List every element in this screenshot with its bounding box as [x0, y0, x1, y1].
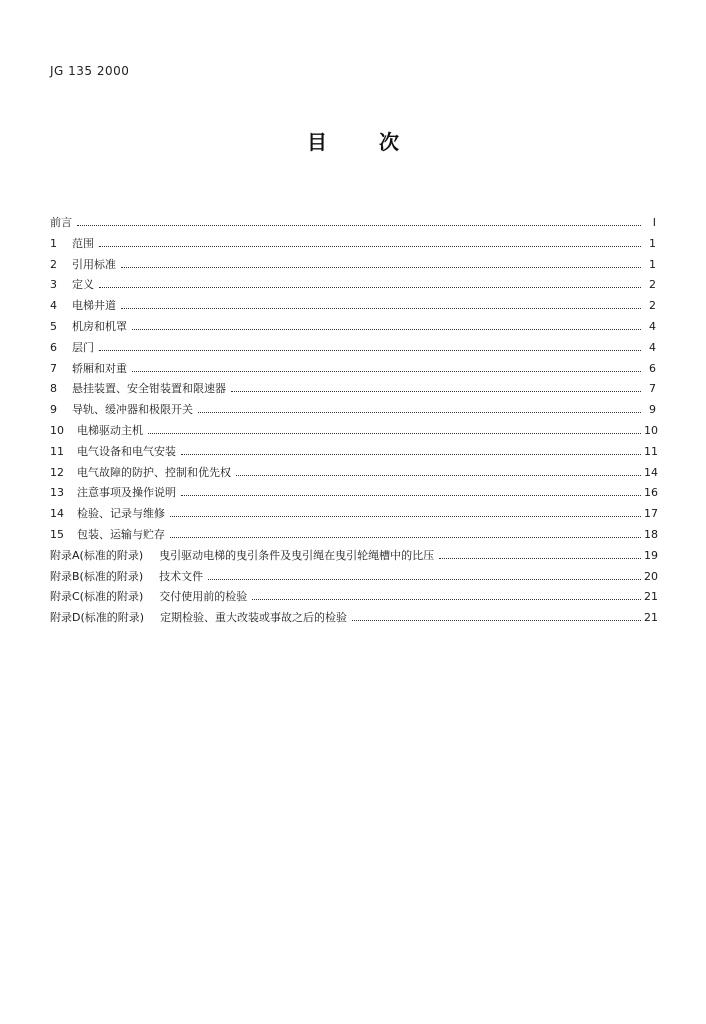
toc-page: 16 — [644, 486, 658, 500]
toc-label: 电梯井道 — [72, 299, 116, 313]
toc-label: 电气设备和电气安装 — [77, 444, 176, 458]
toc-number: 10 — [50, 423, 64, 437]
toc-page: 19 — [644, 548, 658, 562]
toc-page: 21 — [644, 611, 658, 625]
dot-leader — [132, 329, 641, 330]
dot-leader — [77, 225, 641, 226]
dot-leader — [198, 412, 641, 413]
toc-label: 轿厢和对重 — [72, 361, 127, 375]
appendix-entry[interactable] — [50, 608, 656, 629]
toc-entry[interactable] — [50, 483, 656, 504]
toc-page: 17 — [644, 507, 658, 521]
toc-page: 2 — [649, 299, 656, 313]
dot-leader — [121, 267, 641, 268]
toc-page: 1 — [649, 236, 656, 250]
toc-page: 20 — [644, 569, 658, 583]
dot-leader — [181, 454, 641, 455]
dot-leader — [352, 620, 641, 621]
toc-label: 注意事项及操作说明 — [77, 486, 176, 500]
dot-leader — [181, 495, 641, 496]
appendix-label: 附录C(标准的附录) — [50, 590, 144, 604]
toc-entry[interactable] — [50, 359, 656, 380]
toc-number: 1 — [50, 236, 57, 250]
toc-page: 14 — [644, 465, 658, 479]
table-of-contents — [50, 213, 656, 629]
toc-number: 13 — [50, 486, 64, 500]
toc-entry[interactable] — [50, 442, 656, 463]
dot-leader — [170, 516, 641, 517]
page-title: 目次 — [307, 130, 451, 154]
toc-number: 9 — [50, 403, 57, 417]
toc-page: 2 — [649, 278, 656, 292]
toc-label: 引用标准 — [72, 257, 116, 271]
toc-label: 悬挂装置、安全钳装置和限速器 — [72, 382, 226, 396]
toc-number: 6 — [50, 340, 57, 354]
toc-page: 21 — [644, 590, 658, 604]
appendix-label: 附录B(标准的附录) — [50, 569, 144, 583]
toc-number: 11 — [50, 444, 64, 458]
appendix-entry[interactable] — [50, 567, 656, 588]
toc-label: 检验、记录与维修 — [77, 507, 165, 521]
appendix-entry[interactable] — [50, 587, 656, 608]
toc-label: 电气故障的防护、控制和优先权 — [77, 465, 231, 479]
appendix-title: 曳引驱动电梯的曳引条件及曳引绳在曳引轮绳槽中的比压 — [159, 548, 435, 562]
toc-number: 14 — [50, 507, 64, 521]
toc-entry[interactable] — [50, 525, 656, 546]
toc-number: 8 — [50, 382, 57, 396]
toc-entry[interactable] — [50, 296, 656, 317]
toc-page: 6 — [649, 361, 656, 375]
toc-page: 10 — [644, 423, 658, 437]
appendix-title: 定期检验、重大改装或事故之后的检验 — [160, 611, 348, 625]
appendix-title: 技术文件 — [159, 569, 204, 583]
toc-number: 7 — [50, 361, 57, 375]
toc-label: 包装、运输与贮存 — [77, 527, 165, 541]
toc-entry[interactable] — [50, 379, 656, 400]
toc-page: 7 — [649, 382, 656, 396]
dot-leader — [99, 287, 641, 288]
toc-entry-foreword[interactable] — [50, 213, 656, 234]
toc-entry[interactable] — [50, 504, 656, 525]
toc-page: 4 — [649, 319, 656, 333]
appendix-label: 附录D(标准的附录) — [50, 611, 145, 625]
toc-number: 4 — [50, 299, 57, 313]
toc-page: 4 — [649, 340, 656, 354]
appendix-entry[interactable] — [50, 546, 656, 567]
toc-number: 2 — [50, 257, 57, 271]
dot-leader — [121, 308, 641, 309]
dot-leader — [170, 537, 641, 538]
dot-leader — [99, 246, 641, 247]
toc-entry[interactable] — [50, 255, 656, 276]
toc-label: 定义 — [72, 278, 94, 292]
dot-leader — [231, 391, 641, 392]
standard-code: JG 135 2000 — [50, 64, 130, 78]
toc-entry[interactable] — [50, 338, 656, 359]
dot-leader — [236, 475, 641, 476]
toc-number: 5 — [50, 319, 57, 333]
appendix-title: 交付使用前的检验 — [159, 590, 248, 604]
dot-leader — [132, 371, 641, 372]
toc-label: 机房和机罩 — [72, 319, 127, 333]
dot-leader — [99, 350, 641, 351]
appendix-label: 附录A(标准的附录) — [50, 548, 144, 562]
toc-page: 9 — [649, 403, 656, 417]
toc-entry[interactable] — [50, 463, 656, 484]
toc-page: 18 — [644, 527, 658, 541]
toc-page: 1 — [649, 257, 656, 271]
toc-label: 电梯驱动主机 — [77, 423, 143, 437]
dot-leader — [439, 558, 641, 559]
toc-number: 15 — [50, 527, 64, 541]
toc-number: 3 — [50, 278, 57, 292]
toc-entry[interactable] — [50, 317, 656, 338]
toc-entry[interactable] — [50, 400, 656, 421]
toc-page: I — [652, 216, 656, 229]
dot-leader — [252, 599, 641, 600]
toc-number: 12 — [50, 465, 64, 479]
toc-page: 11 — [644, 444, 658, 458]
toc-label: 前言 — [50, 216, 72, 229]
toc-entry[interactable] — [50, 421, 656, 442]
dot-leader — [148, 433, 641, 434]
toc-label: 范围 — [72, 236, 94, 250]
toc-entry[interactable] — [50, 275, 656, 296]
toc-entry[interactable] — [50, 234, 656, 255]
toc-label: 层门 — [72, 340, 94, 354]
dot-leader — [208, 579, 641, 580]
toc-label: 导轨、缓冲器和极限开关 — [72, 403, 193, 417]
